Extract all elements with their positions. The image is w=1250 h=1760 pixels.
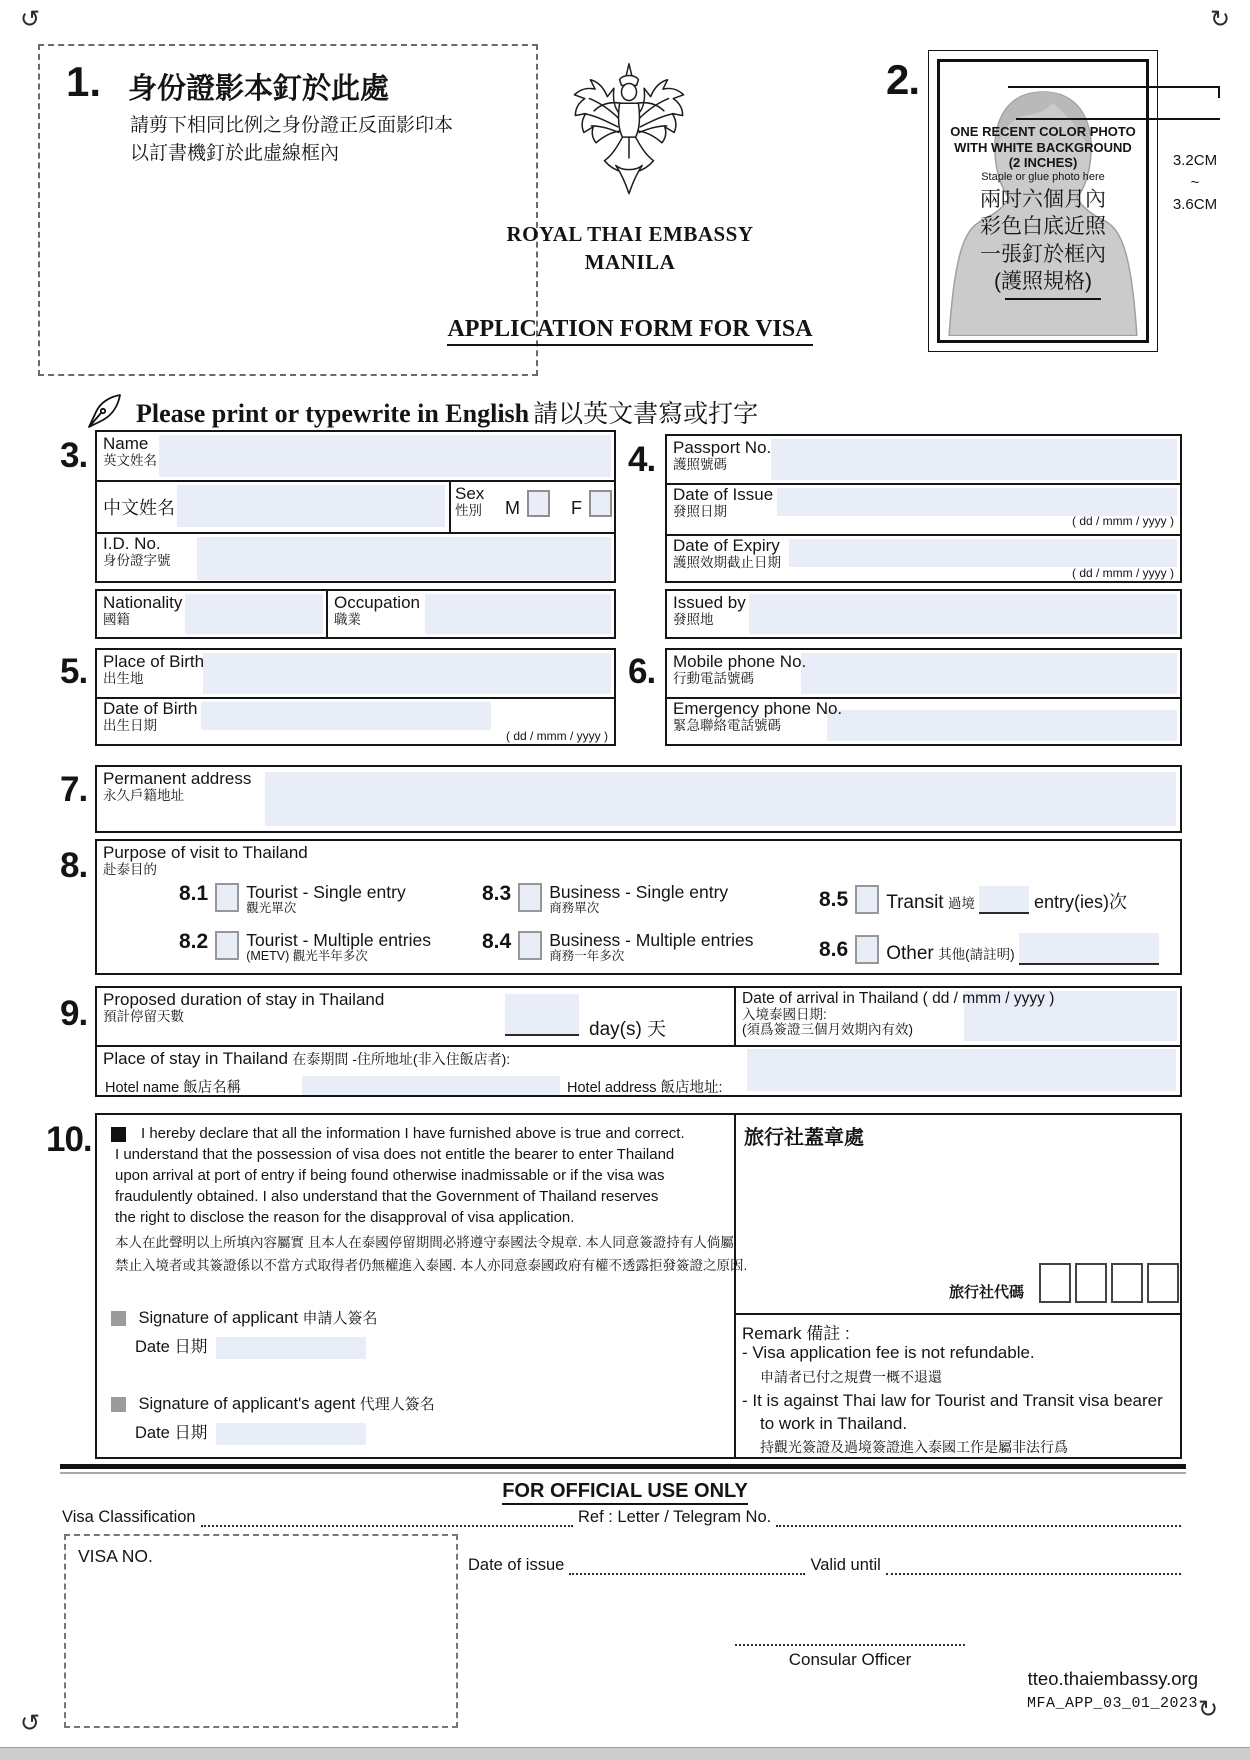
agency-code-boxes: [1039, 1263, 1179, 1303]
photo-instruction-zh-1: 兩吋六個月內: [980, 187, 1106, 211]
purpose-box: [95, 839, 1182, 975]
section-9-number: 9.: [60, 994, 88, 1033]
declaration-text-zh: 本人在此聲明以上所填內容屬實 且本人在泰國停留期間必將遵守泰國法令規章. 本人同意簽證持有人倘屬 禁止入境者或其簽證係以不當方式取得者仍無權進入泰國. 本人亦同意泰國政府有權不透露拒發簽證之原因.: [115, 1235, 748, 1273]
passport-no-input[interactable]: [771, 439, 1177, 480]
section-3-number: 3.: [60, 436, 88, 475]
section-1-title: 身份證影本釘於此處: [128, 73, 390, 105]
dotted-leader: [569, 1560, 805, 1575]
section-4-number: 4.: [628, 440, 656, 479]
applicant-date-input[interactable]: [216, 1337, 366, 1359]
name-input[interactable]: [159, 435, 611, 477]
photo-box-inner: [937, 59, 1149, 343]
purpose-option-8-4: 8.4 Business - Multiple entries 商務一年多次: [482, 930, 754, 964]
agency-code-digit-box[interactable]: [1111, 1263, 1143, 1303]
issued-by-input[interactable]: [749, 594, 1177, 634]
place-of-birth-input[interactable]: [203, 653, 611, 694]
purpose-option-8-6: 8.6 Other 其他(請註明): [819, 933, 1159, 965]
checkbox-tourist-single[interactable]: [215, 883, 239, 912]
section-5-number: 5.: [60, 652, 88, 691]
stay-box: [95, 986, 1182, 1097]
permanent-address-label: Permanent address 永久戶籍地址: [103, 769, 252, 804]
remark-2-en: - It is against Thai law for Tourist and Transit visa bearer: [742, 1391, 1163, 1410]
checkbox-other[interactable]: [855, 935, 879, 964]
name-field-label: Name 英文姓名: [103, 434, 157, 469]
consular-officer-label: Consular Officer: [788, 1650, 912, 1669]
agency-code-digit-box[interactable]: [1075, 1263, 1107, 1303]
remark-1-zh: 申請者已付之規費一概不退還: [760, 1369, 942, 1385]
chinese-name-input[interactable]: [177, 485, 445, 527]
rotate-ccw-icon[interactable]: ↺: [20, 1710, 41, 1737]
section-7-number: 7.: [60, 770, 88, 809]
issued-by-box: [665, 589, 1182, 639]
embassy-city: MANILA: [584, 250, 676, 274]
mobile-phone-label: Mobile phone No. 行動電話號碼: [673, 652, 807, 687]
visa-no-box: [64, 1534, 458, 1728]
date-of-issue-label: Date of issue: [468, 1556, 565, 1574]
head-measure-line-top: [1008, 86, 1220, 88]
checkbox-female[interactable]: [589, 490, 612, 517]
agency-stamp-label: 旅行社蓋章處: [744, 1127, 864, 1149]
purpose-option-8-5: 8.5 Transit 過境 entry(ies)次: [819, 885, 1127, 914]
section-1-number: 1.: [66, 58, 102, 105]
date-of-birth-label: Date of Birth 出生日期: [103, 699, 198, 734]
purpose-option-8-3: 8.3 Business - Single entry 商務單次: [482, 882, 729, 916]
signature-agent-date-row: Date 日期: [135, 1419, 366, 1445]
signature-applicant-date-row: Date 日期: [135, 1333, 366, 1359]
hotel-name-label: Hotel name 飯店名稱: [105, 1080, 242, 1096]
checkbox-tourist-multiple[interactable]: [215, 931, 239, 960]
remark-1-en: - Visa application fee is not refundable.: [742, 1343, 1035, 1362]
place-of-stay-label: Place of stay in Thailand 在泰期間 -住所地址(非入住飯店者):: [103, 1049, 511, 1068]
signature-marker-square: [111, 1311, 126, 1326]
id-number-label: I.D. No. 身份證字號: [103, 534, 171, 569]
signature-marker-square: [111, 1397, 126, 1412]
date-of-birth-input[interactable]: [201, 702, 491, 730]
birth-date-format: ( dd / mmm / yyyy ): [506, 729, 608, 743]
declaration-text-en: I hereby declare that all the information I have furnished above is true and correct. I understand that the possession of visa does not entitle the bearer to enter Thailand upon arrival at port of entry if being found otherwise inadmissable or if the visa was fraudulently obtained. I also understand that the Government of Thailand reserves the right to disclose the reason for the disapproval of visa application.: [115, 1125, 685, 1226]
duration-days-input[interactable]: [505, 994, 579, 1036]
signature-applicant-row: Signature of applicant 申請人簽名: [111, 1307, 378, 1328]
nationality-occupation-box: [95, 589, 616, 639]
rotate-cw-icon[interactable]: ↻: [1210, 6, 1231, 33]
purpose-option-8-2: 8.2 Tourist - Multiple entries (METV) 觀光半年多次: [179, 930, 431, 964]
photo-box-outer: [928, 50, 1158, 352]
dotted-leader: [201, 1512, 573, 1527]
date-of-issue-input[interactable]: [777, 488, 1177, 516]
sex-field-label: Sex 性別: [455, 484, 485, 519]
official-use-header: FOR OFFICIAL USE ONLY: [0, 1480, 1250, 1503]
permanent-address-input[interactable]: [265, 772, 1176, 826]
signature-agent-row: Signature of applicant's agent 代理人簽名: [111, 1393, 435, 1414]
phone-box: [665, 648, 1182, 746]
hotel-address-label: Hotel address 飯店地址:: [567, 1080, 723, 1096]
passport-box: [665, 434, 1182, 583]
photo-staple-note: Staple or glue photo here: [981, 170, 1105, 183]
date-of-issue-row: [468, 1556, 1186, 1575]
female-label: F: [571, 498, 582, 518]
section-10-number: 10.: [46, 1120, 92, 1159]
print-instruction: Please print or typewrite in English 請以英文書寫或打字: [136, 399, 759, 428]
page-bottom-edge: [0, 1747, 1250, 1760]
rotate-ccw-icon[interactable]: ↺: [20, 6, 41, 33]
visa-no-label: VISA NO.: [78, 1546, 153, 1566]
mobile-phone-input[interactable]: [801, 653, 1177, 694]
dotted-leader: [886, 1560, 1181, 1575]
remark-2-en-line2: to work in Thailand.: [760, 1414, 908, 1433]
emergency-phone-label: Emergency phone No. 緊急聯絡電話號碼: [673, 699, 843, 734]
issue-date-format: ( dd / mmm / yyyy ): [1072, 514, 1174, 528]
nationality-label: Nationality 國籍: [103, 593, 183, 628]
purpose-label: Purpose of visit to Thailand 赴泰目的: [103, 843, 308, 878]
duration-label: Proposed duration of stay in Thailand 預計停留天數: [103, 990, 385, 1025]
section-1-instruction-line2: 以訂書機釘於此虛線框內: [130, 143, 340, 164]
agent-date-input[interactable]: [216, 1423, 366, 1445]
checkbox-transit[interactable]: [855, 885, 879, 914]
photo-instruction-en-2: WITH WHITE BACKGROUND: [954, 139, 1132, 155]
birth-box: [95, 648, 616, 746]
consular-signature-line: [735, 1632, 965, 1646]
expiry-date-format: ( dd / mmm / yyyy ): [1072, 566, 1174, 580]
photo-instruction-zh-2: 彩色白底近照: [980, 215, 1106, 239]
section-divider-rule-thin: [60, 1472, 1186, 1474]
other-purpose-input[interactable]: [1019, 933, 1159, 965]
occupation-label: Occupation 職業: [334, 593, 420, 628]
remark-divider: [734, 1313, 1180, 1315]
remark-2-zh: 持觀光簽證及過境簽證進入泰國工作是屬非法行爲: [760, 1439, 1068, 1455]
name-id-box: [95, 430, 616, 583]
chin-measure-line: [1005, 298, 1101, 300]
occupation-input[interactable]: [425, 594, 611, 634]
document-id: MFA_APP_03_01_2023: [1026, 1695, 1198, 1712]
declaration-box: [95, 1113, 1182, 1459]
photo-size-spec: 3.2CM ~ 3.6CM: [1172, 152, 1218, 213]
dotted-leader: [776, 1512, 1181, 1527]
section-8-number: 8.: [60, 846, 88, 885]
head-measure-line-bottom: [1016, 118, 1220, 120]
date-of-expiry-input[interactable]: [789, 539, 1177, 567]
issued-by-label: Issued by 發照地: [673, 593, 746, 628]
chinese-name-label: 中文姓名: [103, 498, 175, 518]
valid-until-label: Valid until: [810, 1556, 881, 1574]
form-title: APPLICATION FORM FOR VISA: [410, 316, 850, 343]
section-2-number: 2.: [886, 56, 920, 103]
section-1-instruction-line1: 請剪下相同比例之身份證正反面影印本: [130, 115, 454, 136]
photo-instruction-en-3: (2 INCHES): [1008, 155, 1078, 171]
agency-code-digit-box[interactable]: [1147, 1263, 1179, 1303]
section-6-number: 6.: [628, 652, 656, 691]
days-suffix: day(s) 天: [589, 1019, 667, 1040]
purpose-option-8-1: 8.1 Tourist - Single entry 觀光單次: [179, 882, 406, 916]
pen-icon: [84, 390, 126, 432]
agency-code-label: 旅行社代碼: [949, 1284, 1025, 1301]
footer: [1027, 1668, 1198, 1712]
remark-title: Remark 備註 :: [742, 1324, 850, 1343]
visa-classification-label: Visa Classification: [62, 1508, 196, 1526]
checkbox-business-multiple[interactable]: [518, 931, 542, 960]
embassy-website: tteo.thaiembassy.org: [1027, 1668, 1198, 1689]
emergency-phone-input[interactable]: [827, 710, 1177, 741]
agency-code-digit-box[interactable]: [1039, 1263, 1071, 1303]
measure-tick: [1218, 86, 1220, 98]
checkbox-male[interactable]: [527, 490, 550, 517]
rotate-cw-icon[interactable]: ↻: [1198, 1696, 1219, 1723]
place-of-stay-input[interactable]: [747, 1049, 1176, 1091]
nationality-input[interactable]: [185, 594, 323, 634]
date-of-expiry-label: Date of Expiry 護照效期截止日期: [673, 536, 781, 571]
garuda-emblem: [563, 60, 695, 220]
permanent-address-box: [95, 765, 1182, 833]
photo-instruction-en-1: ONE RECENT COLOR PHOTO: [950, 124, 1136, 139]
id-number-input[interactable]: [197, 537, 611, 580]
photo-instruction-zh-4: (護照規格): [994, 269, 1092, 293]
place-of-birth-label: Place of Birth 出生地: [103, 652, 205, 687]
passport-no-label: Passport No. 護照號碼: [673, 438, 772, 473]
photo-instruction-zh-3: 一張釘於框內: [980, 242, 1106, 266]
checkbox-business-single[interactable]: [518, 883, 542, 912]
date-of-issue-label: Date of Issue 發照日期: [673, 485, 774, 520]
ref-telegram-label: Ref : Letter / Telegram No.: [578, 1508, 772, 1526]
arrival-date-label: Date of arrival in Thailand ( dd / mmm / yyyy ) 入境泰國日期: (須爲簽證三個月效期內有效): [742, 990, 1055, 1038]
transit-entries-input[interactable]: [979, 886, 1029, 914]
section-divider-rule: [60, 1464, 1186, 1469]
embassy-name: ROYAL THAI EMBASSY: [506, 222, 754, 246]
male-label: M: [505, 498, 520, 518]
visa-classification-row: [62, 1508, 1186, 1527]
hotel-name-input[interactable]: [302, 1076, 560, 1095]
